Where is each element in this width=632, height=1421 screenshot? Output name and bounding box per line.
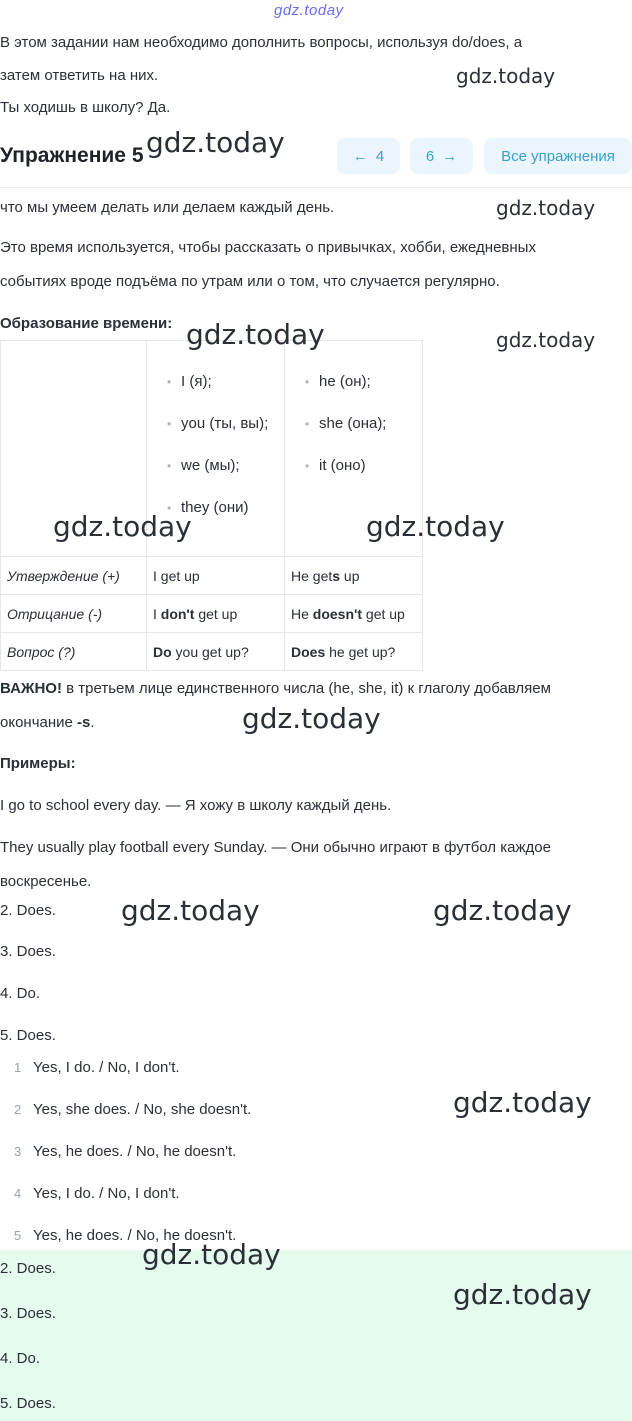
watermark: gdz.today (146, 126, 285, 159)
exercise-title: Упражнение 5 (0, 144, 144, 167)
list-item: 4 Yes, I do. / No, I don't. (14, 1185, 180, 1202)
list-item: 3 Yes, he does. / No, he doesn't. (14, 1143, 237, 1160)
prev-exercise-button[interactable] (337, 138, 400, 174)
all-exercises-label: Все упражнения (501, 147, 615, 165)
examples-heading: Примеры: (0, 755, 76, 772)
example-2-line-2: воскресенье. (0, 873, 92, 890)
watermark: gdz.today (366, 510, 505, 543)
table-cell: He gets up (285, 557, 423, 595)
intro-line-2: затем ответить на них. (0, 67, 159, 84)
prev-exercise-label: 4 (375, 147, 385, 165)
watermark: gdz.today (496, 196, 596, 220)
answer-item: 3. Does. (0, 943, 56, 960)
table-cell: I get up (147, 557, 285, 595)
pronoun-item: • he (он); (285, 361, 422, 403)
all-exercises-button[interactable] (484, 138, 632, 174)
example-1: I go to school every day. — Я хожу в школу каждый день. (0, 797, 392, 814)
next-exercise-label: 6 (425, 147, 435, 165)
answer-item: 2. Does. (0, 902, 56, 919)
answer-item: 5. Does. (0, 1027, 56, 1044)
watermark: gdz.today (186, 318, 325, 351)
watermark: gdz.today (142, 1238, 281, 1271)
formation-heading: Образование времени: (0, 315, 173, 332)
table-cell: I don't get up (147, 595, 285, 633)
table-cell: Do you get up? (147, 633, 285, 671)
list-item: 5 Yes, he does. / No, he doesn't. (14, 1227, 237, 1244)
watermark: gdz.today (433, 894, 572, 927)
pronoun-item: • we (мы); (147, 445, 284, 487)
pronoun-item: • it (оно) (285, 445, 422, 487)
site-logo[interactable]: gdz.today (274, 2, 344, 19)
watermark: gdz.today (453, 1278, 592, 1311)
example-2-line-1: They usually play football every Sunday. — Они обычно играют в футбол каждое (0, 839, 551, 856)
pronoun-item: • I (я); (147, 361, 284, 403)
list-item: 1 Yes, I do. / No, I don't. (14, 1059, 180, 1076)
final-answer-item: 3. Does. (0, 1305, 56, 1322)
table-cell: He doesn't get up (285, 595, 423, 633)
watermark: gdz.today (453, 1086, 592, 1119)
answer-highlight-block (0, 1250, 632, 1421)
table-row (1, 595, 423, 633)
watermark: gdz.today (496, 328, 596, 352)
arrow-right-icon: → (442, 147, 458, 165)
important-note-line-1: ВАЖНО! в третьем лице единственного числа (he, she, it) к глаголу добавляем (0, 680, 551, 697)
watermark: gdz.today (242, 702, 381, 735)
paragraph-2-line-2: событиях вроде подъёма по утрам или о том, что случается регулярно. (0, 273, 500, 290)
important-note-line-2: окончание -s. (0, 714, 95, 731)
list-item: 2 Yes, she does. / No, she doesn't. (14, 1101, 252, 1118)
table-row (1, 633, 423, 671)
watermark: gdz.today (53, 510, 192, 543)
answer-item: 4. Do. (0, 985, 41, 1002)
final-answer-item: 5. Does. (0, 1395, 56, 1412)
grammar-table (0, 340, 423, 671)
pronoun-item: • she (она); (285, 403, 422, 445)
row-label: Отрицание (-) (1, 595, 147, 633)
row-label: Вопрос (?) (1, 633, 147, 671)
row-label: Утверждение (+) (1, 557, 147, 595)
pronoun-item: • you (ты, вы); (147, 403, 284, 445)
paragraph-1: что мы умеем делать или делаем каждый день. (0, 199, 335, 216)
final-answer-item: 2. Does. (0, 1260, 56, 1277)
paragraph-2-line-1: Это время используется, чтобы рассказать о привычках, хобби, ежедневных (0, 239, 536, 256)
header-divider (0, 187, 632, 188)
watermark: gdz.today (456, 64, 556, 88)
watermark: gdz.today (121, 894, 260, 927)
pronoun-item: • they (они) (147, 487, 284, 529)
table-cell: Does he get up? (285, 633, 423, 671)
intro-line-1: В этом задании нам необходимо дополнить вопросы, используя do/does, а (0, 34, 523, 51)
final-answer-item: 4. Do. (0, 1350, 41, 1367)
table-row (1, 557, 423, 595)
next-exercise-button[interactable] (410, 138, 473, 174)
intro-line-3: Ты ходишь в школу? Да. (0, 99, 171, 116)
arrow-left-icon: ← (352, 147, 368, 165)
